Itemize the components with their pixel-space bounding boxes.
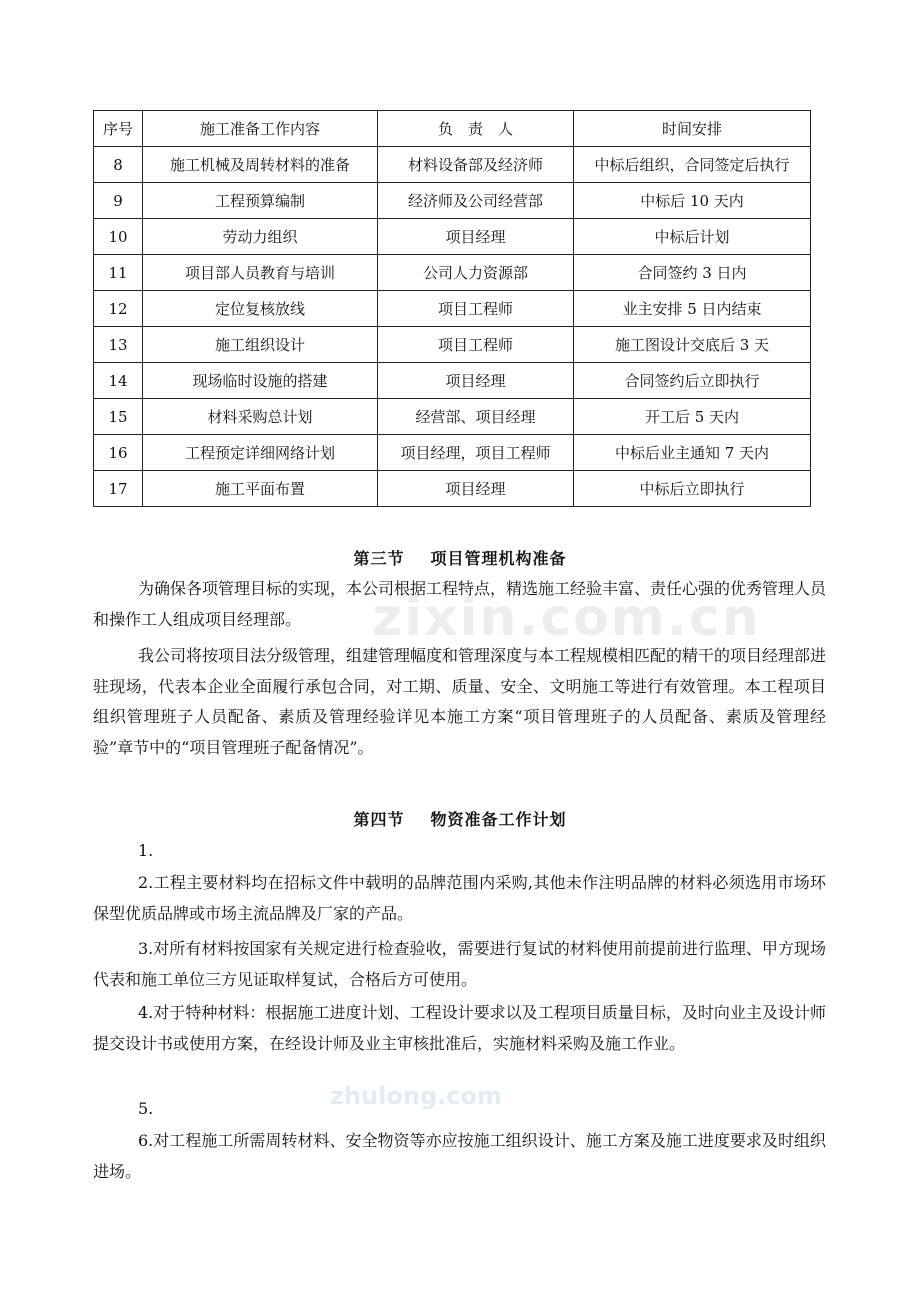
table-row [94, 255, 811, 291]
section-3-paragraph: 我公司将按项目法分级管理，组建管理幅度和管理深度与本工程规模相匹配的精干的项目经理部进驻现场，代表本企业全面履行承包合同，对工期、质量、安全、文明施工等进行有效管理。本工程项目组织管理班子人员配备、素质及管理经验详见本施工方案“项目管理班子的人员配备、素质及管理经验”章节中的“项目管理班子配备情况”。 [93, 646, 827, 757]
cell-index: 13 [94, 327, 143, 363]
section-3-number: 第三节 [353, 549, 405, 568]
cell-work-content: 项目部人员教育与培训 [143, 255, 378, 291]
cell-schedule: 合同签约后立即执行 [574, 363, 811, 399]
cell-schedule: 中标后计划 [574, 219, 811, 255]
table-header-row [94, 111, 811, 147]
cell-index: 11 [94, 255, 143, 291]
section-4-item: 5. [138, 1099, 154, 1118]
table-row [94, 399, 811, 435]
cell-work-content: 现场临时设施的搭建 [143, 363, 378, 399]
cell-responsible: 项目经理 [378, 219, 574, 255]
cell-responsible: 材料设备部及经济师 [378, 147, 574, 183]
table-row [94, 219, 811, 255]
cell-responsible: 项目工程师 [378, 327, 574, 363]
cell-schedule: 中标后立即执行 [574, 471, 811, 507]
cell-work-content: 施工组织设计 [143, 327, 378, 363]
cell-schedule: 中标后业主通知 7 天内 [574, 435, 811, 471]
cell-responsible: 公司人力资源部 [378, 255, 574, 291]
table-row [94, 327, 811, 363]
table-row [94, 183, 811, 219]
section-4-heading [0, 807, 920, 830]
cell-work-content: 定位复核放线 [143, 291, 378, 327]
cell-work-content: 工程预定详细网络计划 [143, 435, 378, 471]
section-3-heading [0, 546, 920, 569]
cell-index: 16 [94, 435, 143, 471]
table-row [94, 471, 811, 507]
section-4-title: 物资准备工作计划 [430, 810, 567, 829]
cell-schedule: 业主安排 5 日内结束 [574, 291, 811, 327]
cell-index: 8 [94, 147, 143, 183]
section-4-item: 3.对所有材料按国家有关规定进行检查验收，需要进行复试的材料使用前提前进行监理、甲方现场代表和施工单位三方见证取样复试，合格后方可使用。 [93, 939, 826, 989]
cell-work-content: 施工机械及周转材料的准备 [143, 147, 378, 183]
cell-index: 14 [94, 363, 143, 399]
cell-responsible: 经济师及公司经营部 [378, 183, 574, 219]
cell-responsible: 经营部、项目经理 [378, 399, 574, 435]
cell-index: 12 [94, 291, 143, 327]
cell-schedule: 施工图设计交底后 3 天 [574, 327, 811, 363]
table-row [94, 363, 811, 399]
section-4-item: 1. [138, 841, 154, 860]
header-work-content: 施工准备工作内容 [143, 111, 378, 147]
table-row [94, 147, 811, 183]
cell-schedule: 中标后 10 天内 [574, 183, 811, 219]
watermark-primary: zixin.com.cn [372, 588, 761, 648]
cell-work-content: 工程预算编制 [143, 183, 378, 219]
cell-index: 9 [94, 183, 143, 219]
cell-schedule: 开工后 5 天内 [574, 399, 811, 435]
cell-index: 17 [94, 471, 143, 507]
section-4-item: 6.对工程施工所需周转材料、安全物资等亦应按施工组织设计、施工方案及施工进度要求及时组织进场。 [93, 1131, 826, 1181]
section-4-item: 2.工程主要材料均在招标文件中载明的品牌范围内采购,其他未作注明品牌的材料必须选用市场环保型优质品牌或市场主流品牌及厂家的产品。 [93, 873, 826, 923]
section-3-title: 项目管理机构准备 [430, 549, 567, 568]
header-responsible: 负 责 人 [378, 111, 574, 147]
cell-index: 10 [94, 219, 143, 255]
cell-work-content: 施工平面布置 [143, 471, 378, 507]
header-index: 序号 [94, 111, 143, 147]
section-4-item: 4.对于特种材料：根据施工进度计划、工程设计要求以及工程项目质量目标，及时向业主及设计师提交设计书或使用方案，在经设计师及业主审核批准后，实施材料采购及施工作业。 [93, 1003, 826, 1053]
section-3-paragraph: 为确保各项管理目标的实现，本公司根据工程特点，精选施工经验丰富、责任心强的优秀管理人员和操作工人组成项目经理部。 [93, 579, 827, 629]
watermark-secondary: zhulong.com [330, 1082, 502, 1110]
cell-schedule: 中标后组织，合同签定后执行 [574, 147, 811, 183]
preparation-work-table [93, 110, 811, 507]
table-row [94, 435, 811, 471]
cell-work-content: 材料采购总计划 [143, 399, 378, 435]
cell-schedule: 合同签约 3 日内 [574, 255, 811, 291]
table-row [94, 291, 811, 327]
cell-responsible: 项目经理 [378, 471, 574, 507]
section-4-number: 第四节 [353, 810, 405, 829]
cell-responsible: 项目经理 [378, 363, 574, 399]
cell-responsible: 项目工程师 [378, 291, 574, 327]
cell-responsible: 项目经理，项目工程师 [378, 435, 574, 471]
cell-index: 15 [94, 399, 143, 435]
header-schedule: 时间安排 [574, 111, 811, 147]
cell-work-content: 劳动力组织 [143, 219, 378, 255]
